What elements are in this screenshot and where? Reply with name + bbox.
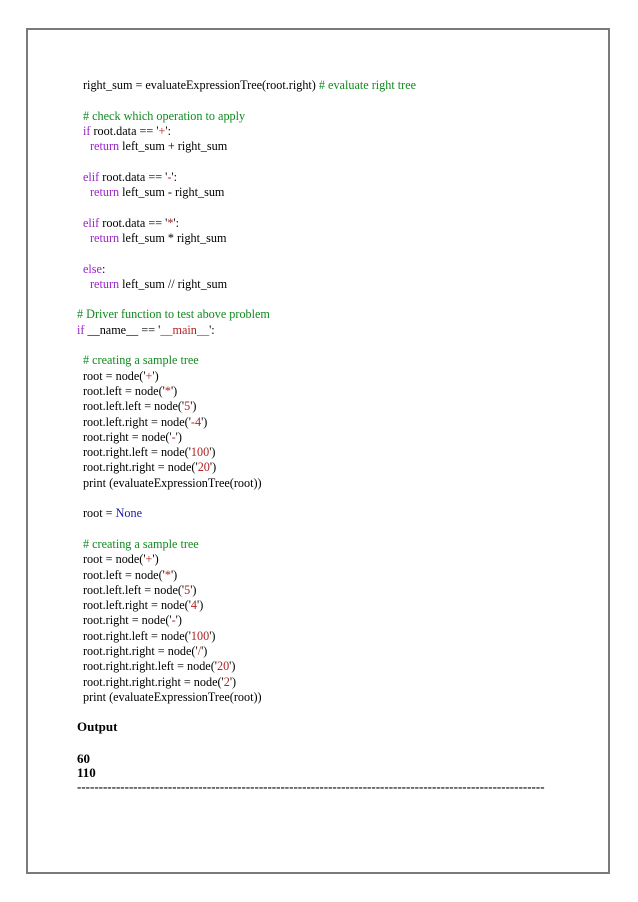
code-text: ')	[190, 399, 197, 414]
code-string: +	[145, 368, 153, 383]
code-text: root.left.right = node('	[83, 598, 191, 613]
code-text: right_sum = evaluateExpressionTree(root.right)	[83, 78, 319, 92]
code-text: root.right.left = node('	[83, 628, 191, 643]
code-line	[77, 445, 577, 460]
code-comment: # creating a sample tree	[83, 353, 199, 368]
code-line	[77, 690, 577, 705]
code-line	[77, 216, 577, 231]
code-string: /	[197, 643, 202, 658]
code-line	[77, 430, 577, 445]
code-text: root = node('	[83, 552, 146, 567]
code-string: 5	[184, 399, 191, 414]
code-text: left_sum // right_sum	[119, 276, 228, 291]
code-line	[77, 231, 577, 246]
code-line	[77, 613, 577, 628]
code-constant: None	[115, 506, 143, 521]
code-keyword: return	[90, 276, 120, 291]
code-line	[77, 644, 577, 659]
code-text: left_sum * right_sum	[119, 230, 227, 245]
output-value: 110	[77, 765, 96, 780]
code-comment: # Driver function to test above problem	[77, 307, 270, 322]
code-line	[77, 78, 577, 93]
code-keyword: else	[83, 261, 102, 276]
code-line	[77, 384, 577, 399]
code-line	[77, 583, 577, 598]
dashed-divider: ------------------------------------------------------------------------------------------------------------	[77, 779, 545, 794]
code-string: __main__	[160, 322, 210, 337]
code-text: ')	[209, 445, 216, 460]
code-text: root.right.right.right = node('	[83, 674, 224, 689]
blank-line	[77, 292, 577, 307]
blank-line	[77, 491, 577, 506]
output-value: 60	[77, 751, 90, 766]
code-string: 4	[190, 598, 197, 613]
code-text: root = node('	[83, 368, 146, 383]
code-text: ':	[173, 215, 179, 230]
code-text: __name__ == '	[84, 322, 161, 337]
code-line	[77, 353, 577, 368]
code-line	[77, 323, 577, 338]
blank-line	[77, 93, 577, 108]
code-line	[77, 537, 577, 552]
code-text: ')	[170, 567, 178, 582]
blank-line	[77, 338, 577, 353]
code-string: *	[167, 215, 174, 230]
blank-line	[77, 246, 577, 261]
code-listing	[77, 78, 577, 705]
code-line	[77, 307, 577, 322]
code-keyword: elif	[83, 169, 100, 184]
code-string: -4	[190, 414, 202, 429]
code-text: ')	[175, 613, 182, 628]
code-text: root.left = node('	[83, 567, 165, 582]
code-text: ')	[170, 383, 178, 398]
code-text: root.right = node('	[83, 613, 172, 628]
code-text: left_sum - right_sum	[119, 185, 225, 200]
code-keyword: elif	[83, 215, 100, 230]
code-line	[77, 629, 577, 644]
code-text: ')	[201, 643, 208, 658]
code-text: root.left = node('	[83, 383, 165, 398]
code-text: root.right.right.left = node('	[83, 659, 217, 674]
code-text: ')	[229, 659, 236, 674]
code-text: ')	[190, 582, 197, 597]
code-text: ')	[229, 674, 237, 689]
code-line	[77, 124, 577, 139]
code-line	[77, 506, 577, 521]
code-text: ')	[175, 429, 182, 444]
code-line	[77, 369, 577, 384]
code-comment: # creating a sample tree	[83, 536, 199, 551]
code-line	[77, 675, 577, 690]
code-comment: # check which operation to apply	[83, 108, 246, 123]
code-text: ')	[209, 628, 216, 643]
code-text: ')	[209, 460, 217, 475]
code-line	[77, 139, 577, 154]
code-text: ')	[152, 368, 159, 383]
code-text: ')	[201, 414, 208, 429]
code-text: root.data == '	[99, 169, 168, 184]
code-string: -	[171, 429, 176, 444]
code-text: root.right.right = node('	[83, 460, 198, 475]
code-text: ':	[165, 123, 171, 138]
code-line	[77, 552, 577, 567]
code-string: +	[145, 552, 153, 567]
blank-line	[77, 522, 577, 537]
code-text: root.right.left = node('	[83, 445, 191, 460]
code-line	[77, 460, 577, 475]
code-string: *	[164, 567, 171, 582]
code-keyword: if	[83, 123, 91, 138]
code-line	[77, 568, 577, 583]
code-line	[77, 277, 577, 292]
blank-line	[77, 154, 577, 169]
code-line	[77, 399, 577, 414]
code-line	[77, 170, 577, 185]
code-string: 2	[223, 674, 230, 689]
code-keyword: return	[90, 139, 120, 154]
code-text: ')	[152, 552, 159, 567]
code-text: :	[101, 261, 106, 276]
code-text: root =	[83, 506, 116, 521]
code-text: root.left.right = node('	[83, 414, 191, 429]
code-comment: # evaluate right tree	[318, 78, 417, 92]
code-string: *	[164, 383, 171, 398]
code-string: 20	[216, 659, 230, 674]
code-line	[77, 262, 577, 277]
code-text: root.right = node('	[83, 429, 172, 444]
output-heading: Output	[77, 719, 118, 734]
code-keyword: return	[90, 185, 120, 200]
code-string: 100	[190, 628, 210, 643]
code-line	[77, 598, 577, 613]
code-text: ')	[197, 598, 204, 613]
code-text: left_sum + right_sum	[119, 139, 228, 154]
code-line	[77, 415, 577, 430]
code-string: 5	[184, 582, 191, 597]
code-text: root.left.left = node('	[83, 399, 185, 414]
code-line	[77, 109, 577, 124]
code-keyword: return	[90, 230, 120, 245]
code-text: ':	[209, 322, 215, 337]
code-string: 100	[190, 445, 210, 460]
blank-line	[77, 200, 577, 215]
code-text: root.data == '	[99, 215, 168, 230]
code-string: -	[167, 169, 172, 184]
code-text: ':	[171, 169, 177, 184]
code-string: -	[171, 613, 176, 628]
code-keyword: if	[77, 322, 85, 337]
code-string: 20	[197, 460, 210, 475]
code-text: root.data == '	[90, 123, 159, 138]
code-line	[77, 659, 577, 674]
code-line	[77, 476, 577, 491]
code-text: root.left.left = node('	[83, 582, 185, 597]
code-text: root.right.right = node('	[83, 643, 198, 658]
code-line	[77, 185, 577, 200]
code-text: print (evaluateExpressionTree(root))	[83, 689, 262, 704]
code-text: print (evaluateExpressionTree(root))	[83, 475, 262, 490]
code-string: +	[158, 123, 166, 138]
